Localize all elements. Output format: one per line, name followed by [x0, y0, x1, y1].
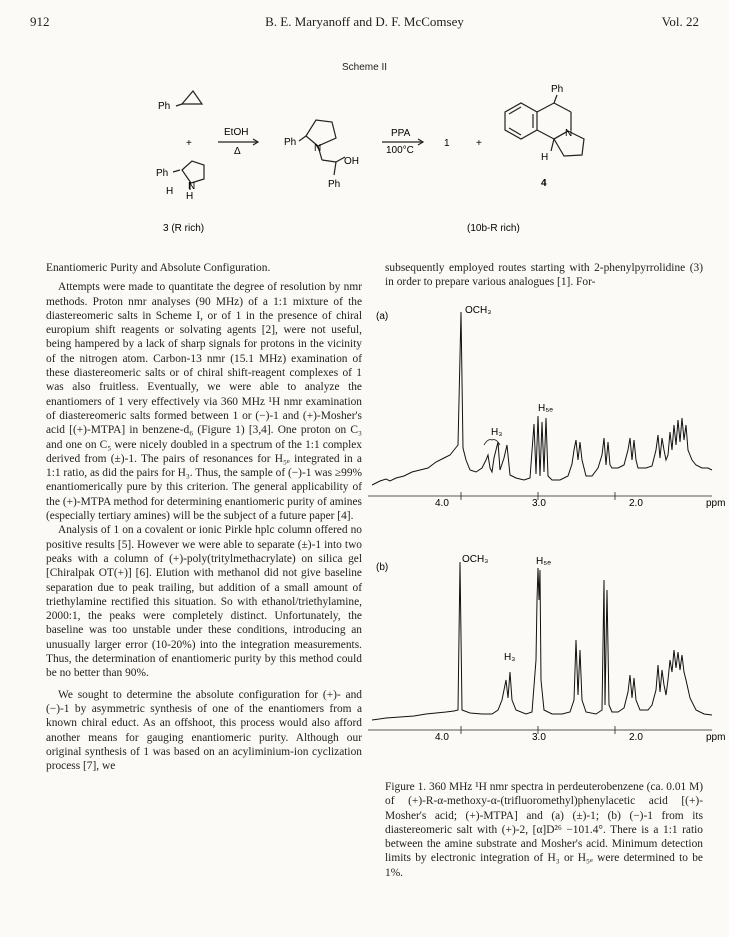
label-n-amino: N	[314, 143, 322, 154]
left-column	[46, 261, 362, 773]
panel-a-h3: H₃	[491, 427, 503, 438]
panel-b-tick-4: 4.0	[435, 732, 449, 743]
spectrum-trace-b	[372, 562, 712, 720]
panel-a-ppm: ppm	[706, 498, 726, 509]
panel-b-tick-3: 3.0	[532, 732, 546, 743]
label-ph-3: Ph	[156, 168, 169, 179]
figure-caption: Figure 1. 360 MHz ¹H nmr spectra in perdeuterobenzene (ca. 0.01 M) of (+)-R-α-methoxy-α-(trifluoromethyl)phenylacetic acid [(+)-Mosher's acid; (+)-MTPA] and (a) (±)-1; (b) (−)-1 from its diastereomeric salt with (+)-2, [α]D²⁶ −101.4°. There is a 1:1 ratio between the amine substrate and Mosher's acid. Minimum detection limits by electronic integration of H₃ or H₅ₑ were determined to be 1%.	[385, 781, 703, 879]
panel-a-h5e: H₅ₑ	[538, 403, 553, 414]
label-ph-amino: Ph	[284, 137, 297, 148]
right-column-text: subsequently employed routes starting with 2-phenylpyrrolidine (3) in order to prepare various analogues [1]. For-	[385, 262, 703, 289]
label-compound-4: 4	[541, 178, 547, 189]
panel-b-tick-2: 2.0	[629, 732, 643, 743]
panel-b-h5e: H₅ₑ	[536, 556, 551, 567]
label-n-3: N	[188, 181, 196, 192]
label-etoh: EtOH	[224, 127, 249, 138]
panel-b-ppm: ppm	[706, 732, 726, 743]
paragraph-2: Analysis of 1 on a covalent or ionic Pirkle hplc column offered no positive results [5]. However we were able to separate (±)-1 into two peaks with a column of (+)-poly(tritylmethacrylate) on silica gel [Chiralpak OT(+)] [6]. Elution with methanol did not give baseline separation due to peak trailing, but addition of a small amount of triethylamine rectified this situation. So with ethanol/triethylamine, 2000:1, the peaks were completely distinct. Unfortunately, the baseline was too unstable under these conditions, introducing an unusually larger error (10-20%) into the integration measurements. Thus, the determination of enantiomeric purity by this method could be no better than 90%.	[46, 524, 362, 680]
panel-a-tick-3: 3.0	[532, 498, 546, 509]
volume-label: Vol. 22	[661, 14, 699, 29]
label-nh-3: H	[186, 191, 194, 202]
paragraph-1: Attempts were made to quantitate the degree of resolution by nmr methods. Proton nmr analyses (90 MHz) of a 1:1 mixture of the diastereomeric salts in Scheme I, or of 1 in the presence of chiral europium shift reagents or solvating agents [2], were not useful, being hampered by a lack of sharp signals for protons in the vicinity of the nitrogen atom. Carbon-13 nmr (15.1 MHz) examination of these diastereomeric salts or of chiral shift-reagent complexes of 1 was also fruitless. Eventually, we were able to analyze the enantiomers of 1 very effectively via 360 MHz ¹H nmr examination of diastereomeric salts formed between 1 or (−)-1 and (+)-Mosher's acid [(+)-MTPA] in benzene-d₆ (Figure 1) [3,4]. One proton on C₃ and one on C₅ were nicely doubled in a spectrum of the 1:1 complex derived from (±)-1. The pairs of resonances for H₅ₑ integrated in a 1:1 ratio, as did the pairs for H₃. Thus, the sample of (−)-1 was ≥99% enantiomerically pure by this criterion. The general applicability of the (+)-MTPA method for determining enantiomeric purity of amines (especially tertiary amines) will be the subject of a future paper [4].	[46, 281, 363, 523]
label-product-1: 1	[444, 138, 450, 149]
pyrrolidine-ring-3	[182, 161, 204, 183]
label-h-4: H	[541, 152, 549, 163]
paragraph-3: We sought to determine the absolute configuration for (+)- and (−)-1 by asymmetric synthesis of one of the enantiomers from a known chiral educt. As an offshoot, this process would also afford another means for gauging enantiomeric purity. Although our original synthesis of 1 was based on an acyliminium-ion cyclization process [7], we	[46, 688, 362, 773]
panel-a-tick-4: 4.0	[435, 498, 449, 509]
label-ppa: PPA	[391, 128, 411, 139]
scheme-title: Scheme II	[341, 62, 388, 73]
label-plus-1: +	[186, 138, 192, 149]
label-oh: OH	[344, 156, 359, 167]
benzene-ring	[505, 103, 537, 139]
page-number: 912	[30, 14, 50, 29]
scheme-ii-drawing	[0, 80, 729, 240]
running-title: B. E. Maryanoff and D. F. McComsey	[265, 14, 464, 29]
label-10b-r-rich: (10b-R rich)	[467, 223, 520, 234]
panel-a-och3: OCH₃	[465, 305, 492, 316]
nmr-figure	[366, 300, 726, 762]
panel-a-tag: (a)	[376, 311, 389, 322]
label-temp: 100°C	[386, 145, 414, 156]
epoxide-ring	[182, 91, 202, 104]
label-delta: Δ	[234, 146, 241, 157]
label-ph-4: Ph	[551, 84, 564, 95]
panel-a-tick-2: 2.0	[629, 498, 643, 509]
label-ph-epoxide: Ph	[158, 101, 171, 112]
panel-b-och3: OCH₃	[462, 554, 489, 565]
label-plus-2: +	[476, 138, 482, 149]
panel-b-h3: H₃	[504, 652, 516, 663]
panel-b-tag: (b)	[376, 562, 389, 573]
nmr-panel-b	[368, 562, 712, 734]
label-n-4: N	[565, 128, 573, 139]
label-h-3: H	[166, 186, 174, 197]
section-heading: Enantiomeric Purity and Absolute Configuration.	[46, 262, 271, 274]
label-ph-amino-2: Ph	[328, 179, 341, 190]
label-3-r-rich: 3 (R rich)	[163, 223, 205, 234]
spectrum-trace-a	[372, 312, 712, 485]
